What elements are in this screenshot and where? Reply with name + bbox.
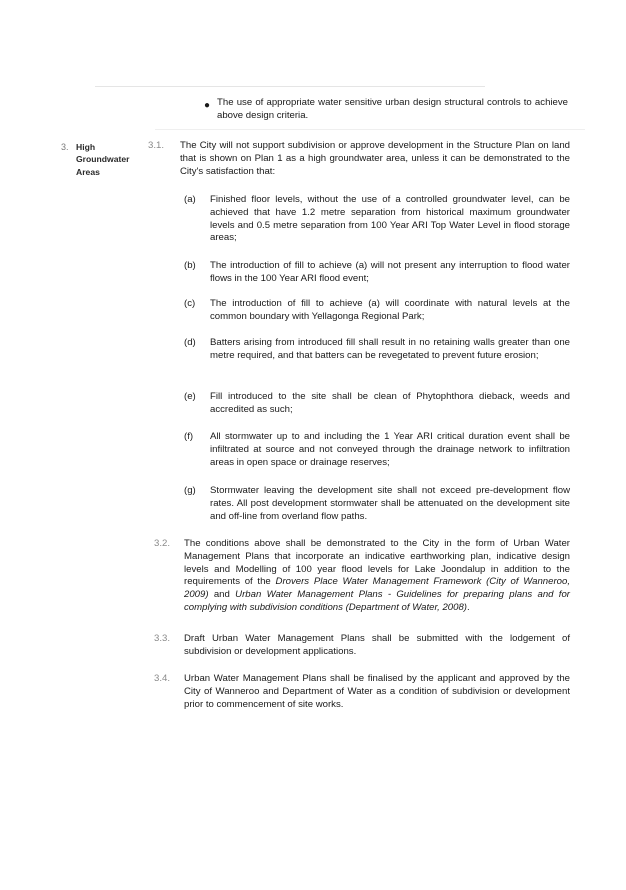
item-label-a: (a) xyxy=(184,194,196,205)
reference-drovers-place: Drovers Place Water Management Framework (City of Wanneroo, 2009) xyxy=(184,576,570,601)
clause-3-2-text-part3: . xyxy=(466,601,470,613)
item-label-c: (c) xyxy=(184,298,196,309)
bullet-text: The use of appropriate water sensitive urban design structural controls to achieve above design criteria. xyxy=(217,97,568,121)
clause-3-2-text-part2: and xyxy=(213,589,230,601)
clause-number-3-2: 3.2. xyxy=(154,538,171,549)
clause-number-3-3: 3.3. xyxy=(154,633,171,644)
item-label-f: (f) xyxy=(184,431,194,442)
item-c-text: The introduction of fill to achieve (a) will coordinate with natural levels at the common boundary with Yellagonga Regional Park; xyxy=(210,298,570,322)
clause-number-3-1: 3.1. xyxy=(148,140,165,151)
section-title xyxy=(76,141,138,178)
item-f-text: All stormwater up to and including the 1 Year ARI critical duration event shall be infiltrated at source and not conveyed through the drainage network to infiltration areas in open space or drainage reserves; xyxy=(210,431,570,468)
clause-number-3-4: 3.4. xyxy=(154,673,171,684)
item-label-b: (b) xyxy=(184,260,196,271)
clause-3-3-text: Draft Urban Water Management Plans shall be submitted with the lodgement of subdivision or development applications. xyxy=(184,633,570,657)
item-g-text: Stormwater leaving the development site shall not exceed pre-development flow rates. All post development stormwater shall be attenuated on the development site and off-line from overland flow paths. xyxy=(210,485,570,522)
scan-artifact-line xyxy=(155,129,585,130)
item-d-text: Batters arising from introduced fill shall result in no retaining walls greater than one metre required, and that batters can be revegetated to prevent future erosion; xyxy=(210,337,570,361)
section-title-line: Areas xyxy=(76,166,100,177)
bullet-icon: ● xyxy=(204,100,211,111)
clause-3-2-text xyxy=(184,538,570,615)
item-a-text: Finished floor levels, without the use of a controlled groundwater level, can be achieved that have 1.2 metre separation from historical maximum groundwater levels and 0.5 metre separation from 100 Year ARI Top Water Level in flood storage areas; xyxy=(210,194,570,244)
section-number: 3. xyxy=(61,142,69,152)
reference-uwmp-guidelines: Urban Water Management Plans - Guidelines for preparing plans and for complying with subdivision conditions (Department of Water, 2008) xyxy=(184,589,570,613)
section-title-line: High xyxy=(76,142,96,152)
item-label-d: (d) xyxy=(184,337,196,348)
scan-artifact-line xyxy=(95,86,485,87)
clause-3-1-text: The City will not support subdivision or approve development in the Structure Plan on land that is shown on Plan 1 as a high groundwater area, unless it can be demonstrated to the City's satisfaction that: xyxy=(180,140,570,177)
item-label-g: (g) xyxy=(184,485,196,496)
item-b-text: The introduction of fill to achieve (a) will not present any interruption to flood water flows in the 100 Year ARI flood event; xyxy=(210,260,570,284)
clause-3-4-text: Urban Water Management Plans shall be finalised by the applicant and approved by the City of Wanneroo and Department of Water as a condition of subdivision or development prior to commencement of site works. xyxy=(184,673,570,710)
clause-3-2-text-part1: The conditions above shall be demonstrated to the City in the form of Urban Water Management Plans that incorporate an indicative earthworking plan, indicative design levels and Modelling of 100 year flood levels for Lake Joondalup in addition to the requirements of the xyxy=(184,538,570,588)
item-e-text: Fill introduced to the site shall be clean of Phytophthora dieback, weeds and accredited as such; xyxy=(210,391,570,415)
item-label-e: (e) xyxy=(184,391,196,402)
section-title-line: Groundwater xyxy=(76,154,130,165)
